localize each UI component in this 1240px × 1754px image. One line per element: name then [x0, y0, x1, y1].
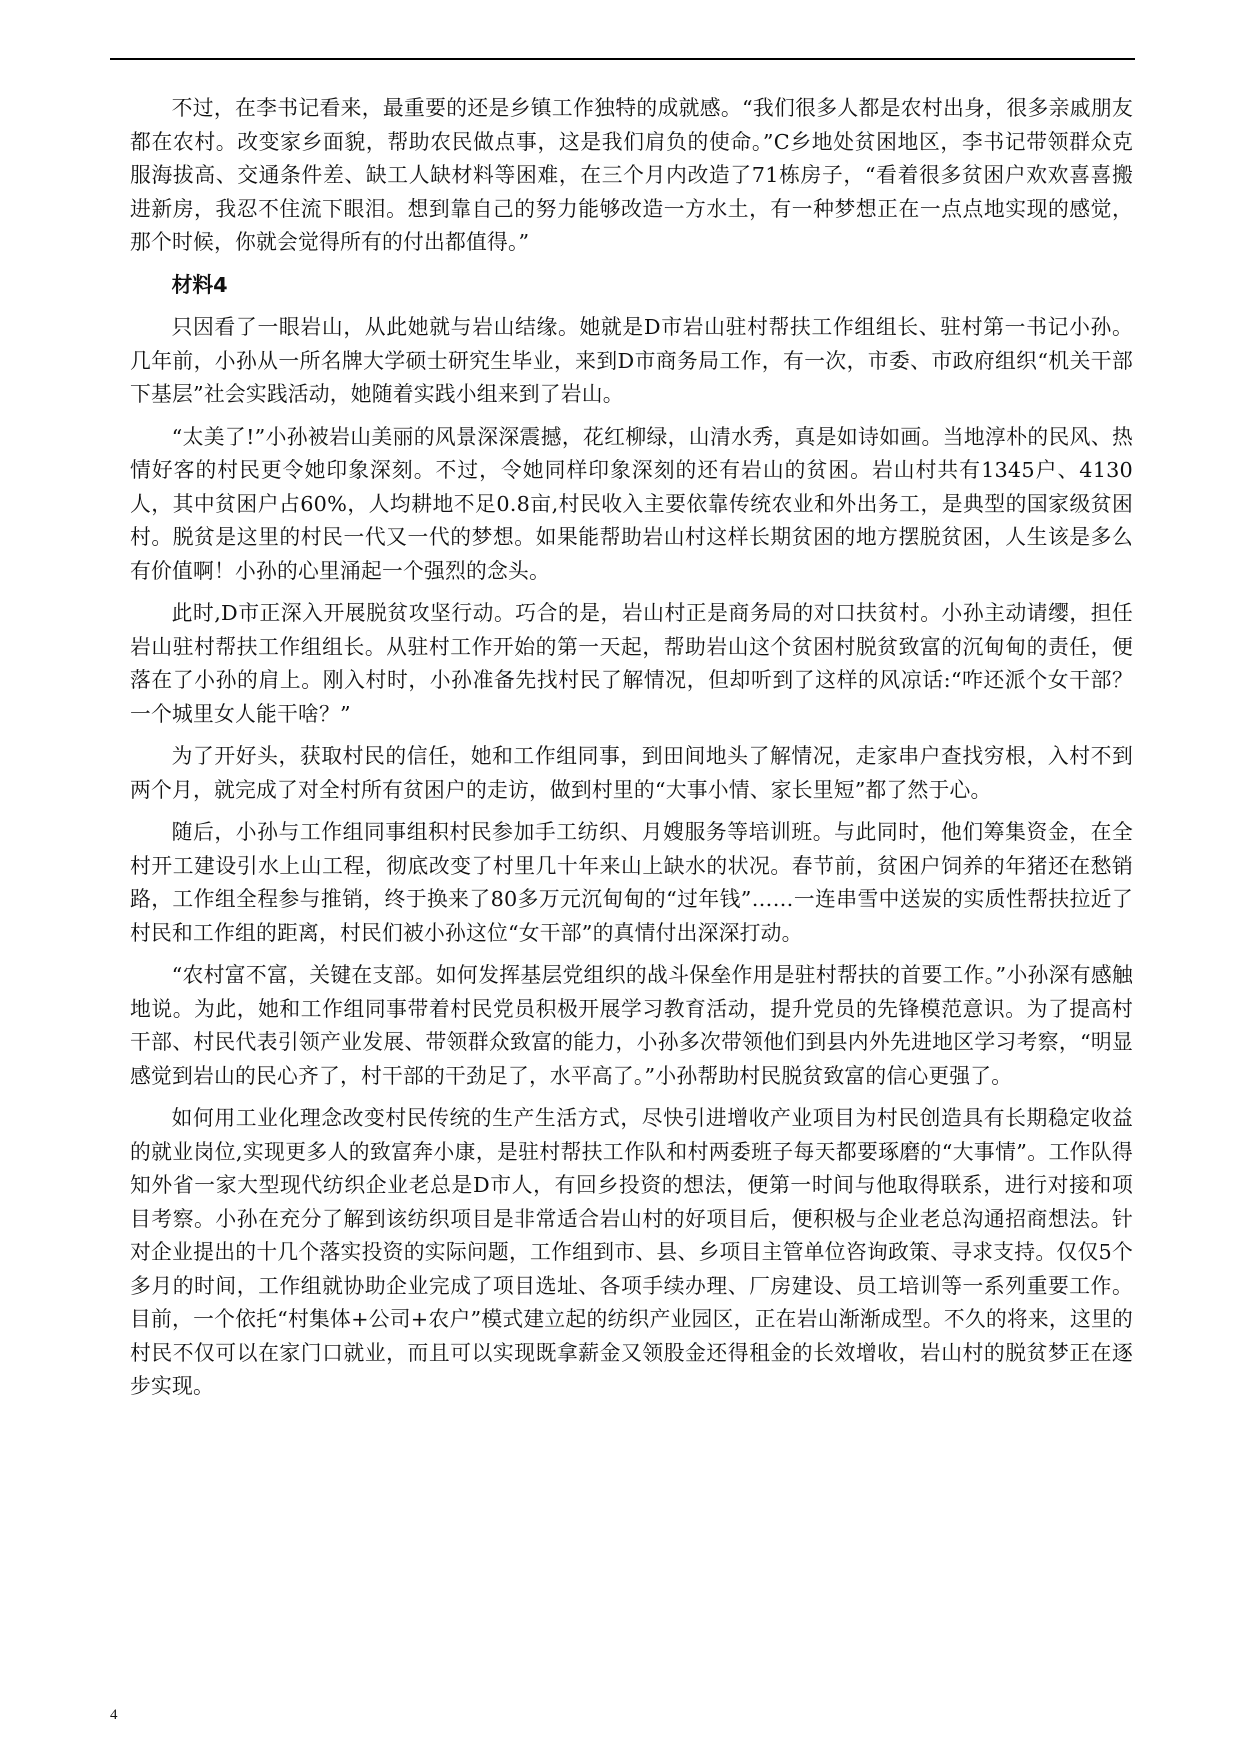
paragraph: 随后，小孙与工作组同事组积村民参加手工纺织、月嫂服务等培训班。与此同时，他们筹集资金，在全村开工建设引水上山工程，彻底改变了村里几十年来山上缺水的状况。春节前，贫困户饲养的年猪还在愁销路，工作组全程参与推销，终于换来了80多万元沉甸甸的“过年钱”……一连串雪中送炭的实质性帮扶拉近了村民和工作组的距离，村民们被小孙这位“女干部”的真情付出深深打动。 — [130, 820, 1133, 945]
header-rule — [110, 58, 1135, 60]
paragraph: 此时,D市正深入开展脱贫攻坚行动。巧合的是，岩山村正是商务局的对口扶贫村。小孙主动请缨，担任岩山驻村帮扶工作组组长。从驻村工作开始的第一天起，帮助岩山这个贫困村脱贫致富的沉甸甸的责任，便落在了小孙的肩上。刚入村时，小孙准备先找村民了解情况，但却听到了这样的风凉话:“咋还派个女干部？一个城里女人能干啥？” — [130, 601, 1133, 726]
paragraph-intro: 不过，在李书记看来，最重要的还是乡镇工作独特的成就感。“我们很多人都是农村出身，很多亲戚朋友都在农村。改变家乡面貌，帮助农民做点事，这是我们肩负的使命。”C乡地处贫困地区，李书记带领群众克服海拔高、交通条件差、缺工人缺材料等困难，在三个月内改造了71栋房子，“看着很多贫困户欢欢喜喜搬进新房，我忍不住流下眼泪。想到靠自己的努力能够改造一方水土，有一种梦想正在一点点地实现的感觉，那个时候，你就会觉得所有的付出都值得。” — [130, 96, 1133, 254]
paragraph: 如何用工业化理念改变村民传统的生产生活方式，尽快引进增收产业项目为村民创造具有长期稳定收益的就业岗位,实现更多人的致富奔小康，是驻村帮扶工作队和村两委班子每天都要琢磨的“大事情”。工作队得知外省一家大型现代纺织企业老总是D市人，有回乡投资的想法，便第一时间与他取得联系，进行对接和项目考察。小孙在充分了解到该纺织项目是非常适合岩山村的好项目后，便积极与企业老总沟通招商想法。针对企业提出的十几个落实投资的实际问题，工作组到市、县、乡项目主管单位咨询政策、寻求支持。仅仅5个多月的时间，工作组就协助企业完成了项目选址、各项手续办理、厂房建设、员工培训等一系列重要工作。目前，一个依托“村集体+公司+农户”模式建立起的纺织产业园区，正在岩山渐渐成型。不久的将来，这里的村民不仅可以在家门口就业，而且可以实现既拿薪金又领股金还得租金的长效增收，岩山村的脱贫梦正在逐步实现。 — [130, 1106, 1133, 1398]
paragraph: 为了开好头，获取村民的信任，她和工作组同事，到田间地头了解情况，走家串户查找穷根，入村不到两个月，就完成了对全村所有贫困户的走访，做到村里的“大事小情、家长里短”都了然于心。 — [130, 744, 1133, 802]
paragraph: 只因看了一眼岩山，从此她就与岩山结缘。她就是D市岩山驻村帮扶工作组组长、驻村第一书记小孙。几年前，小孙从一所名牌大学硕士研究生毕业，来到D市商务局工作，有一次，市委、市政府组织“机关干部下基层”社会实践活动，她随着实践小组来到了岩山。 — [130, 315, 1133, 406]
paragraph: “农村富不富，关键在支部。如何发挥基层党组织的战斗保垒作用是驻村帮扶的首要工作。”小孙深有感触地说。为此，她和工作组同事带着村民党员积极开展学习教育活动，提升党员的先锋模范意识。为了提高村干部、村民代表引领产业发展、带领群众致富的能力，小孙多次带领他们到县内外先进地区学习考察，“明显感觉到岩山的民心齐了，村干部的干劲足了，水平高了。”小孙帮助村民脱贫致富的信心更强了。 — [130, 963, 1133, 1088]
page-number: 4 — [110, 1707, 118, 1723]
document-body — [130, 92, 1133, 1413]
section-heading: 材料4 — [171, 272, 228, 297]
paragraph: “太美了!”小孙被岩山美丽的风景深深震撼，花红柳绿，山清水秀，真是如诗如画。当地淳朴的民风、热情好客的村民更令她印象深刻。不过，令她同样印象深刻的还有岩山的贫困。岩山村共有1345户、4130人，其中贫困户占60%，人均耕地不足0.8亩,村民收入主要依靠传统农业和外出务工，是典型的国家级贫困村。脱贫是这里的村民一代又一代的梦想。如果能帮助岩山村这样长期贫困的地方摆脱贫困，人生该是多么有价值啊！小孙的心里涌起一个强烈的念头。 — [130, 424, 1133, 583]
